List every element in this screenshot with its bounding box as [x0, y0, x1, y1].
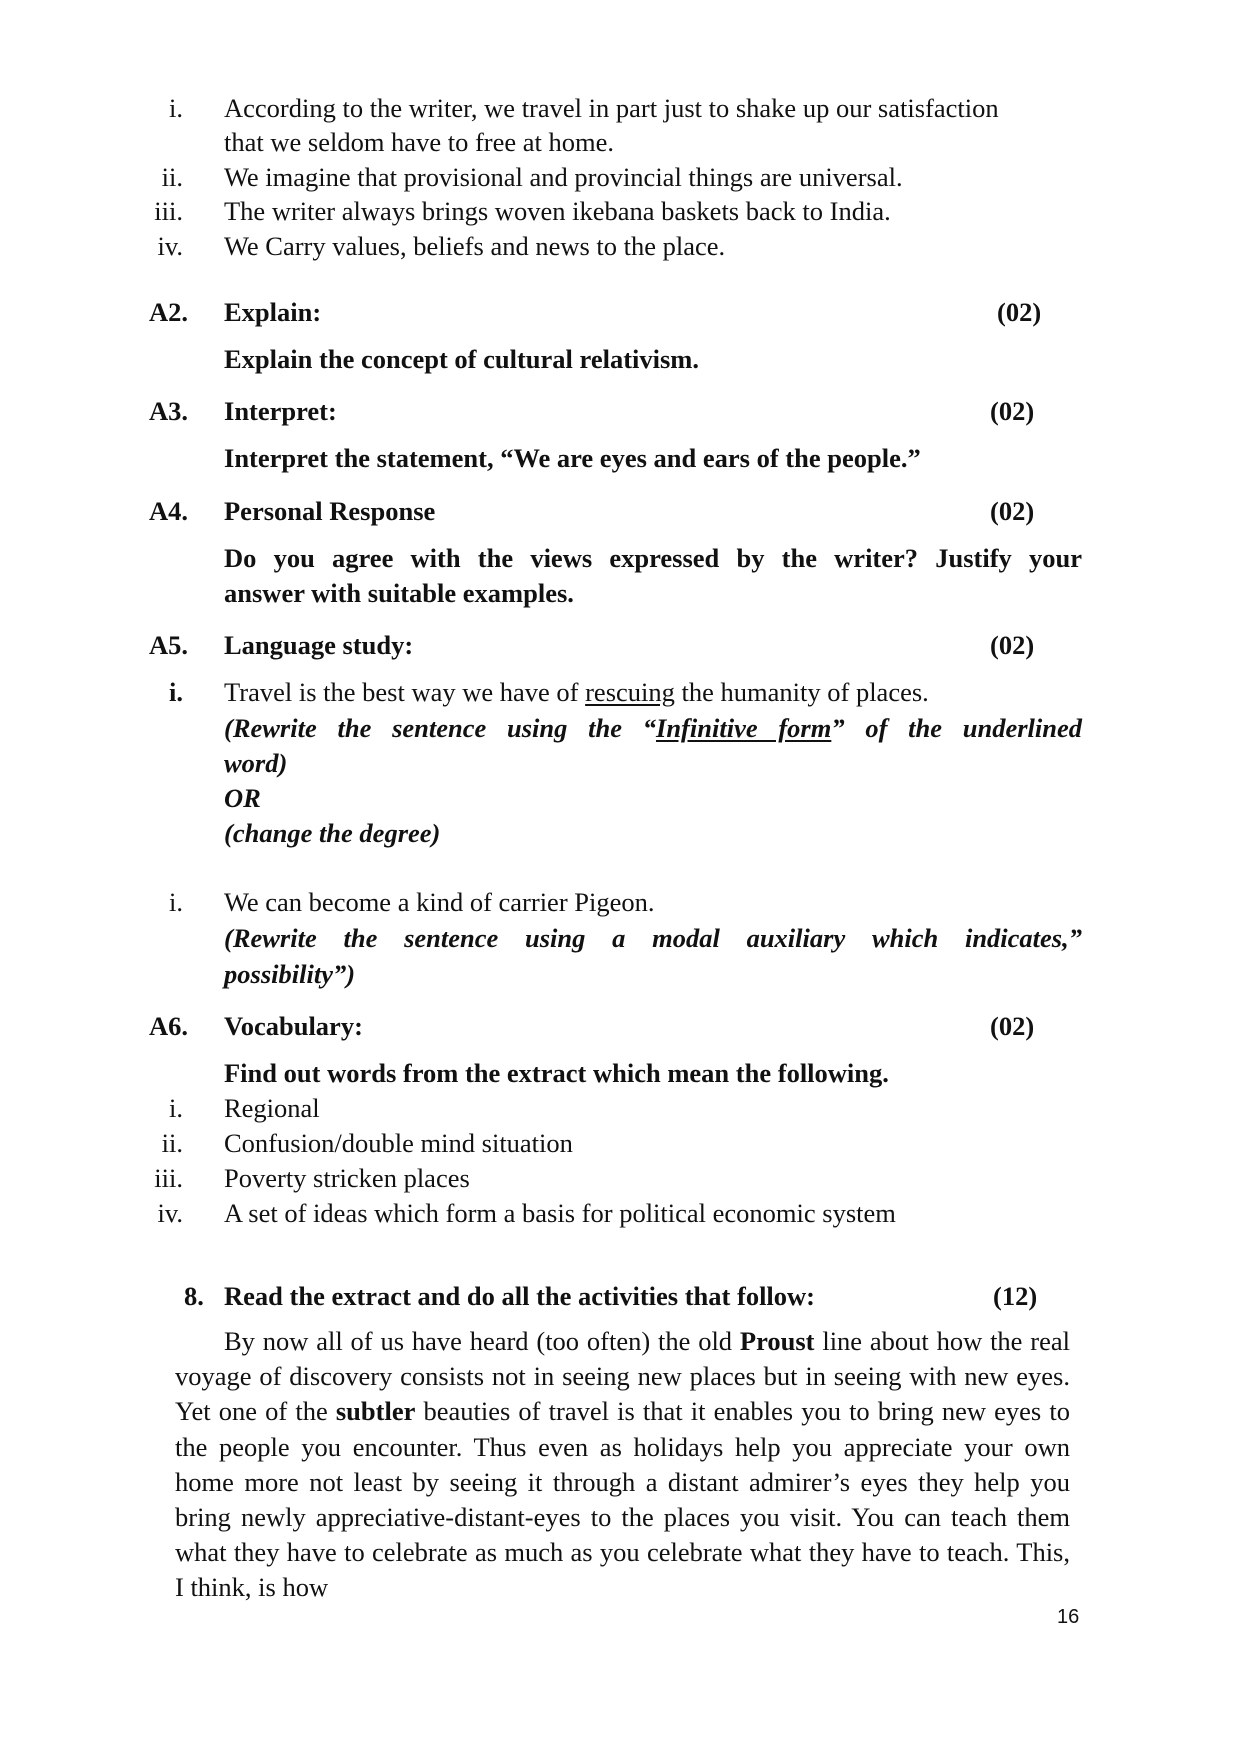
list-item-text: Poverty stricken places: [224, 1163, 470, 1193]
question-text: Interpret the statement, “We are eyes and ears of the people.”: [224, 443, 921, 473]
question-heading: Vocabulary:: [224, 1011, 363, 1041]
question-heading: Read the extract and do all the activities that follow:: [224, 1281, 816, 1311]
question-code: A3.: [149, 396, 189, 426]
instruction: word): [224, 748, 288, 778]
marks-label: (02): [990, 1011, 1035, 1041]
instruction: possibility”): [224, 959, 356, 989]
marks-label: (02): [990, 396, 1035, 426]
list-item-text: Regional: [224, 1093, 320, 1123]
list-item-text: We Carry values, beliefs and news to the place.: [224, 231, 726, 261]
marks-label: (02): [997, 297, 1042, 327]
question-code: A2.: [149, 297, 189, 327]
list-item-text: We imagine that provisional and provincial things are universal.: [224, 162, 903, 192]
instruction: (Rewrite the sentence using the “Infinitive form” of the underlined: [224, 713, 1082, 743]
list-num: ii.: [161, 162, 183, 192]
list-num: iv.: [157, 1198, 183, 1228]
list-item-text: The writer always brings woven ikebana baskets back to India.: [224, 196, 891, 226]
list-item-text: According to the writer, we travel in part just to shake up our satisfaction: [224, 93, 999, 123]
marks-label: (12): [993, 1281, 1038, 1311]
underlined-word: rescuing: [585, 677, 675, 707]
question-heading: Interpret:: [224, 396, 337, 426]
list-num: iii.: [154, 1163, 183, 1193]
question-text: Find out words from the extract which mean the following.: [224, 1058, 889, 1088]
extract-paragraph: By now all of us have heard (too often) the old Proust line about how the real voyage of discovery consists not in seeing new places but in seeing with new eyes. Yet one of the subtler beauties of travel is that it enables you to bring new eyes to the people you encounter. Thus even as holidays help you appreciate your own home more not least by seeing it through a distant admirer’s eyes they help you bring newly appreciative-distant-eyes to the places you visit. You can teach them what they have to celebrate as much as you celebrate what they have to teach. This, I think, is how: [175, 1326, 1070, 1603]
bold-term: subtler: [335, 1396, 416, 1427]
question-heading: Language study:: [224, 630, 414, 660]
question-text: Do you agree with the views expressed by the writer? Justify your: [224, 543, 1082, 573]
sentence: Travel is the best way we have of rescuing the humanity of places.: [224, 677, 929, 707]
list-num: i.: [169, 677, 183, 707]
question-code: A6.: [149, 1011, 189, 1041]
question-heading: Explain:: [224, 297, 322, 327]
list-num: ii.: [161, 1128, 183, 1158]
page-number: 16: [1057, 1606, 1080, 1628]
sentence: We can become a kind of carrier Pigeon.: [224, 887, 655, 917]
list-item-text: A set of ideas which form a basis for political economic system: [224, 1198, 896, 1228]
question-number: 8.: [184, 1281, 204, 1311]
instruction: (change the degree): [224, 818, 441, 848]
question-code: A5.: [149, 630, 189, 660]
instruction: (Rewrite the sentence using a modal auxiliary which indicates,”: [224, 923, 1082, 953]
list-item-text: Confusion/double mind situation: [224, 1128, 573, 1158]
list-item-text: that we seldom have to free at home.: [224, 127, 614, 157]
question-text: Explain the concept of cultural relativism.: [224, 344, 700, 374]
list-num: i.: [169, 93, 183, 123]
list-num: i.: [169, 887, 183, 917]
marks-label: (02): [990, 630, 1035, 660]
question-heading: Personal Response: [224, 496, 436, 526]
question-text: answer with suitable examples.: [224, 578, 574, 608]
list-num: i.: [169, 1093, 183, 1123]
or-label: OR: [224, 783, 261, 813]
list-num: iv.: [157, 231, 183, 261]
list-num: iii.: [154, 196, 183, 226]
bold-term: Proust: [739, 1326, 815, 1356]
marks-label: (02): [990, 496, 1035, 526]
question-code: A4.: [149, 496, 189, 526]
